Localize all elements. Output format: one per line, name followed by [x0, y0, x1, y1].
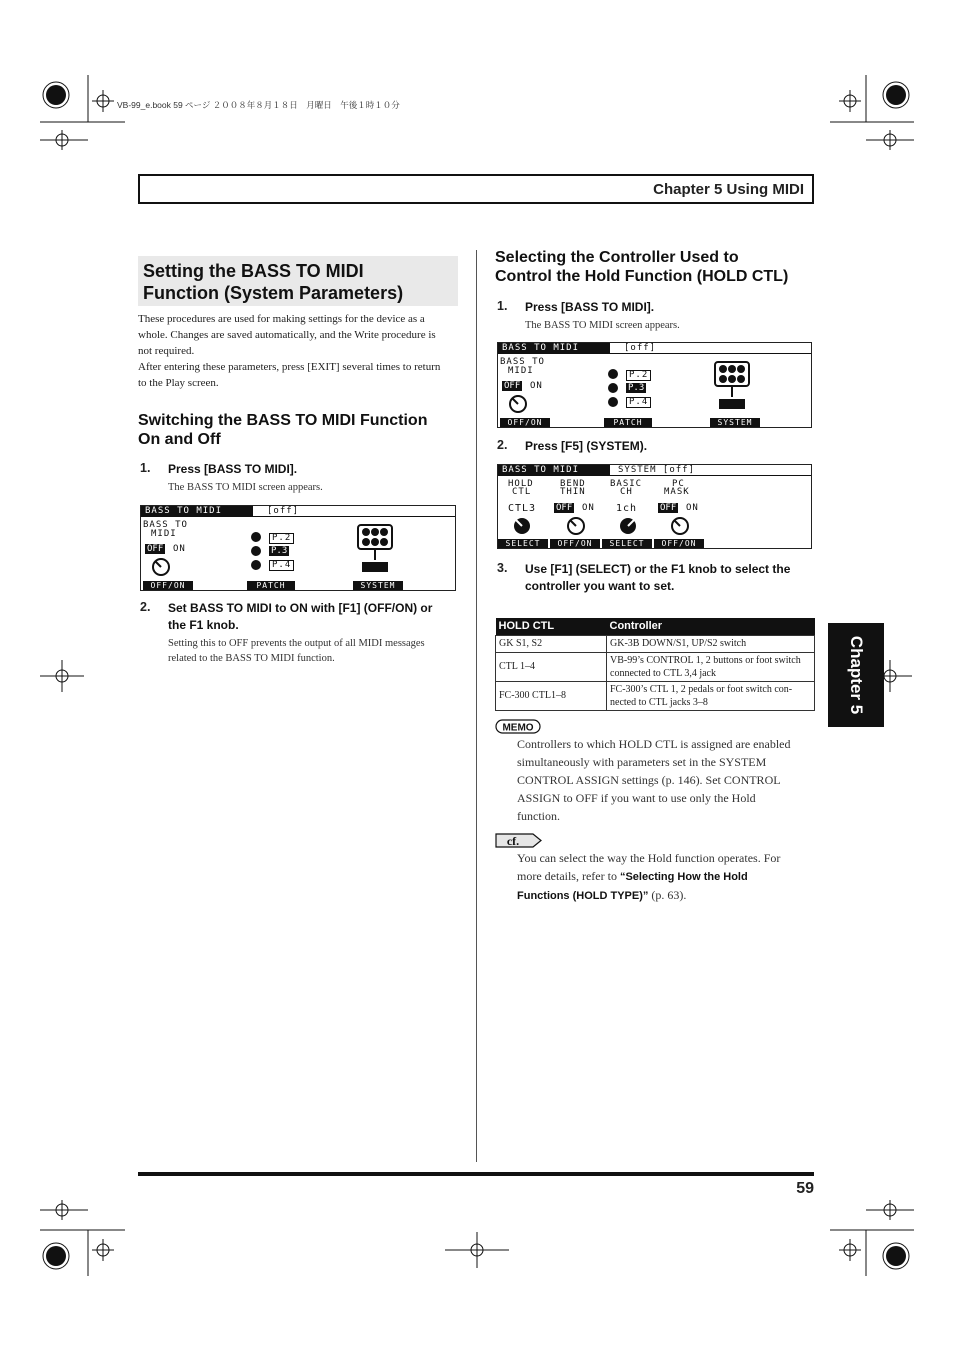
memo-line: CONTROL ASSIGN settings (p. 146). Set CONTROL — [517, 773, 781, 787]
knob-icon — [149, 556, 173, 578]
footer-system: SYSTEM — [353, 581, 403, 590]
lcd-off-indicator: OFF — [504, 381, 521, 391]
footer-patch: PATCH — [604, 418, 652, 427]
patch-label-selected: P.3 — [628, 383, 645, 393]
intro-line: These procedures are used for making settings for the device as a — [138, 313, 425, 325]
step-text-line: Set BASS TO MIDI to ON with [F1] (OFF/ON) or — [168, 601, 433, 615]
step-text — [525, 561, 825, 595]
subheading-switching — [138, 411, 427, 449]
lcd-title: BASS TO MIDI — [145, 506, 223, 516]
subheading-line: Switching the BASS TO MIDI Function — [138, 412, 428, 429]
intro-line: not required. — [138, 345, 195, 357]
intro-line: whole. Changes are saved automatically, and the Write procedure is — [138, 329, 436, 341]
print-info: VB-99_e.book 59 ページ ２００８年８月１８日 月曜日 午後１時１０分 — [117, 100, 400, 110]
cf-link[interactable]: Functions (HOLD TYPE)” — [517, 890, 649, 902]
footer-patch: PATCH — [247, 581, 295, 590]
knob-icon — [564, 515, 588, 537]
knob-icon — [616, 515, 640, 537]
param-label: CTL — [512, 487, 532, 497]
chapter-tab-label: Chapter 5 — [847, 635, 866, 715]
lcd-title-bar — [141, 506, 253, 516]
lcd-system-screen — [497, 464, 812, 549]
step-text-line: Use [F1] (SELECT) or the F1 knob to select the — [525, 562, 791, 576]
cf-line — [517, 886, 817, 905]
lcd-label: BASS TO — [500, 357, 545, 367]
footer-rule — [138, 1172, 814, 1176]
table-cell: GK S1, S2 — [496, 635, 607, 652]
step-text-line: the F1 knob. — [168, 618, 239, 632]
lcd-on-label: ON — [173, 544, 186, 554]
param-label: HOLD — [508, 479, 534, 489]
lcd-off-indicator: OFF — [660, 503, 677, 513]
lcd-off-indicator: OFF — [556, 503, 573, 513]
param-label: PC — [672, 479, 685, 489]
memo-text — [517, 735, 791, 825]
step-note: The BASS TO MIDI screen appears. — [525, 320, 680, 331]
right-heading — [495, 248, 788, 286]
lcd-title: BASS TO MIDI — [502, 465, 580, 475]
step-text — [168, 600, 468, 634]
param-value: 1ch — [616, 503, 638, 514]
lcd-status: [off] — [267, 506, 300, 516]
cf-reference-icon — [495, 833, 543, 848]
patch-label: P.2 — [626, 370, 651, 381]
lcd-on-label: ON — [582, 503, 595, 513]
step-number: 2. — [140, 600, 151, 614]
memo-line: Controllers to which HOLD CTL is assigned are enabled — [517, 737, 791, 751]
table-cell: CTL 1–4 — [496, 652, 607, 681]
section-title-line2: Function (System Parameters) — [143, 283, 404, 303]
step-number: 1. — [497, 299, 508, 313]
cf-text-part: (p. 63). — [651, 888, 687, 902]
lcd-title-bar — [498, 343, 610, 353]
param-label: BASIC — [610, 479, 643, 489]
knob-icon — [506, 393, 530, 415]
memo-icon — [495, 719, 541, 734]
heading-line: Selecting the Controller Used to — [495, 249, 739, 266]
step-number: 2. — [497, 438, 508, 452]
cf-link[interactable]: “Selecting How the Hold — [619, 871, 748, 883]
cf-line — [517, 867, 817, 886]
lcd-title: BASS TO MIDI — [502, 343, 580, 353]
column-divider — [476, 250, 477, 1162]
step-text: Press [BASS TO MIDI]. — [168, 462, 298, 476]
param-label: BEND — [560, 479, 586, 489]
table-row — [496, 681, 815, 710]
intro-line: to the Play screen. — [138, 377, 219, 389]
footer-f2: OFF/ON — [550, 539, 600, 548]
section-title-line1: Setting the BASS TO MIDI — [143, 261, 364, 281]
lcd-title-bar — [498, 465, 610, 475]
memo-label: MEMO — [502, 722, 534, 734]
footer-f1: OFF/ON — [143, 581, 193, 590]
cf-text — [517, 849, 817, 905]
param-value: CTL3 — [508, 503, 537, 514]
lcd-on-label: ON — [530, 381, 543, 391]
param-label: THIN — [560, 487, 586, 497]
table-row — [496, 652, 815, 681]
patch-label-selected: P.3 — [271, 546, 288, 556]
patch-label: P.4 — [626, 397, 651, 408]
lcd-status: [off] — [624, 343, 657, 353]
hold-ctl-table — [495, 618, 815, 711]
section-title — [138, 256, 458, 306]
footer-f4: OFF/ON — [654, 539, 704, 548]
step-note: The BASS TO MIDI screen appears. — [168, 482, 323, 493]
patch-label: P.4 — [269, 560, 294, 571]
cf-label: cf. — [506, 834, 520, 848]
step-number: 3. — [497, 561, 508, 575]
footer-f3: SELECT — [602, 539, 652, 548]
heading-line: Control the Hold Function (HOLD CTL) — [495, 268, 789, 285]
step-note — [168, 636, 425, 666]
lcd-label: MIDI — [151, 529, 177, 539]
footer-f1: OFF/ON — [500, 418, 550, 427]
lcd-on-label: ON — [686, 503, 699, 513]
lcd-bass-to-midi-screen-right — [497, 342, 812, 428]
step-text-line: controller you want to set. — [525, 579, 675, 593]
note-line: Setting this to OFF prevents the output of all MIDI messages — [168, 638, 425, 649]
footer-system: SYSTEM — [710, 418, 760, 427]
system-device-icon — [714, 361, 752, 413]
chapter-header — [138, 174, 814, 204]
lcd-label: BASS TO — [143, 520, 188, 530]
param-label: CH — [620, 487, 633, 497]
table-header-row — [496, 618, 815, 635]
memo-line: simultaneously with parameters set in the SYSTEM — [517, 755, 767, 769]
chapter-header-title: Chapter 5 Using MIDI — [653, 181, 804, 198]
table-header: HOLD CTL — [496, 618, 607, 635]
note-line: related to the BASS TO MIDI function. — [168, 653, 335, 664]
table-cell: VB-99’s CONTROL 1, 2 buttons or foot switch connected to CTL 3,4 jack — [607, 652, 815, 681]
cf-text-part: more details, refer to — [517, 869, 617, 883]
subheading-line: On and Off — [138, 431, 221, 448]
lcd-status: SYSTEM [off] — [618, 465, 696, 475]
param-label: MASK — [664, 487, 690, 497]
pedal-switches-icon — [249, 530, 263, 574]
knob-icon — [510, 515, 534, 537]
step-number: 1. — [140, 461, 151, 475]
table-cell: FC-300’s CTL 1, 2 pedals or foot switch con-nected to CTL jacks 3–8 — [607, 681, 815, 710]
step-text: Press [BASS TO MIDI]. — [525, 300, 655, 314]
lcd-bass-to-midi-screen — [140, 505, 456, 591]
page-number: 59 — [796, 1180, 814, 1197]
knob-icon — [668, 515, 692, 537]
memo-line: ASSIGN to OFF if you want to use only the Hold — [517, 791, 756, 805]
table-row — [496, 635, 815, 652]
table-cell: GK-3B DOWN/S1, UP/S2 switch — [607, 635, 815, 652]
footer-f1: SELECT — [498, 539, 548, 548]
table-cell: FC-300 CTL1–8 — [496, 681, 607, 710]
lcd-label: MIDI — [508, 366, 534, 376]
patch-label: P.2 — [269, 533, 294, 544]
intro-line: After entering these parameters, press [EXIT] several times to return — [138, 361, 441, 373]
lcd-off-indicator: OFF — [147, 544, 164, 554]
step-text: Press [F5] (SYSTEM). — [525, 439, 648, 453]
table-header: Controller — [607, 618, 815, 635]
memo-line: function. — [517, 809, 560, 823]
pedal-switches-icon — [606, 367, 620, 411]
cf-line: You can select the way the Hold function operates. For — [517, 851, 781, 865]
chapter-tab — [828, 623, 884, 727]
system-device-icon — [357, 524, 395, 576]
intro-paragraph — [138, 311, 463, 391]
